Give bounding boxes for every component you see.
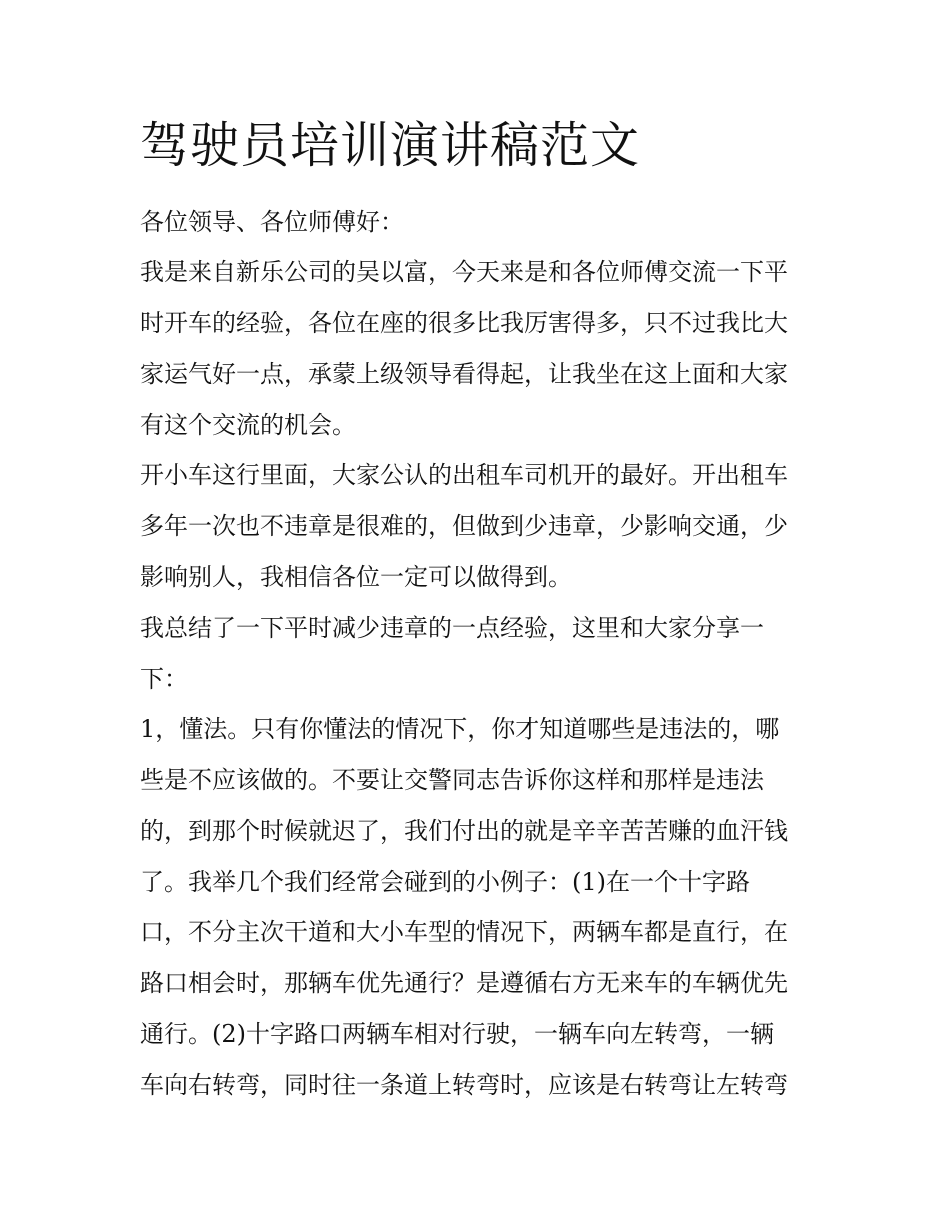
paragraph-line: 口，不分主次干道和大小车型的情况下，两辆车都是直行，在	[140, 918, 788, 946]
document-title: 驾驶员培训演讲稿范文	[140, 117, 641, 174]
paragraph-line: 1，懂法。只有你懂法的情况下，你才知道哪些是违法的，哪	[140, 715, 780, 743]
paragraph-line: 多年一次也不违章是很难的，但做到少违章，少影响交通，少	[140, 512, 788, 540]
paragraph-line: 我是来自新乐公司的吴以富，今天来是和各位师傅交流一下平	[140, 258, 788, 286]
paragraph-line: 了。我举几个我们经常会碰到的小例子：(1)在一个十字路	[140, 868, 750, 896]
paragraph-line: 有这个交流的机会。	[140, 411, 356, 439]
paragraph-line: 下：	[140, 665, 188, 693]
paragraph-line: 家运气好一点，承蒙上级领导看得起，让我坐在这上面和大家	[140, 360, 788, 388]
paragraph-line: 的，到那个时候就迟了，我们付出的就是辛辛苦苦赚的血汗钱	[140, 817, 788, 845]
paragraph-line: 些是不应该做的。不要让交警同志告诉你这样和那样是违法	[140, 766, 764, 794]
paragraph-line: 路口相会时，那辆车优先通行？是遵循右方无来车的车辆优先	[140, 969, 788, 997]
paragraph-line: 车向右转弯，同时往一条道上转弯时，应该是右转弯让左转弯	[140, 1071, 788, 1099]
paragraph-line: 影响别人，我相信各位一定可以做得到。	[140, 563, 572, 591]
paragraph-line: 开小车这行里面，大家公认的出租车司机开的最好。开出租车	[140, 461, 788, 489]
paragraph-line: 我总结了一下平时减少违章的一点经验，这里和大家分享一	[140, 614, 764, 642]
paragraph-line: 通行。(2)十字路口两辆车相对行驶，一辆车向左转弯，一辆	[140, 1020, 774, 1048]
paragraph-line: 时开车的经验，各位在座的很多比我厉害得多，只不过我比大	[140, 309, 788, 337]
paragraph-line: 各位领导、各位师傅好：	[140, 208, 404, 236]
